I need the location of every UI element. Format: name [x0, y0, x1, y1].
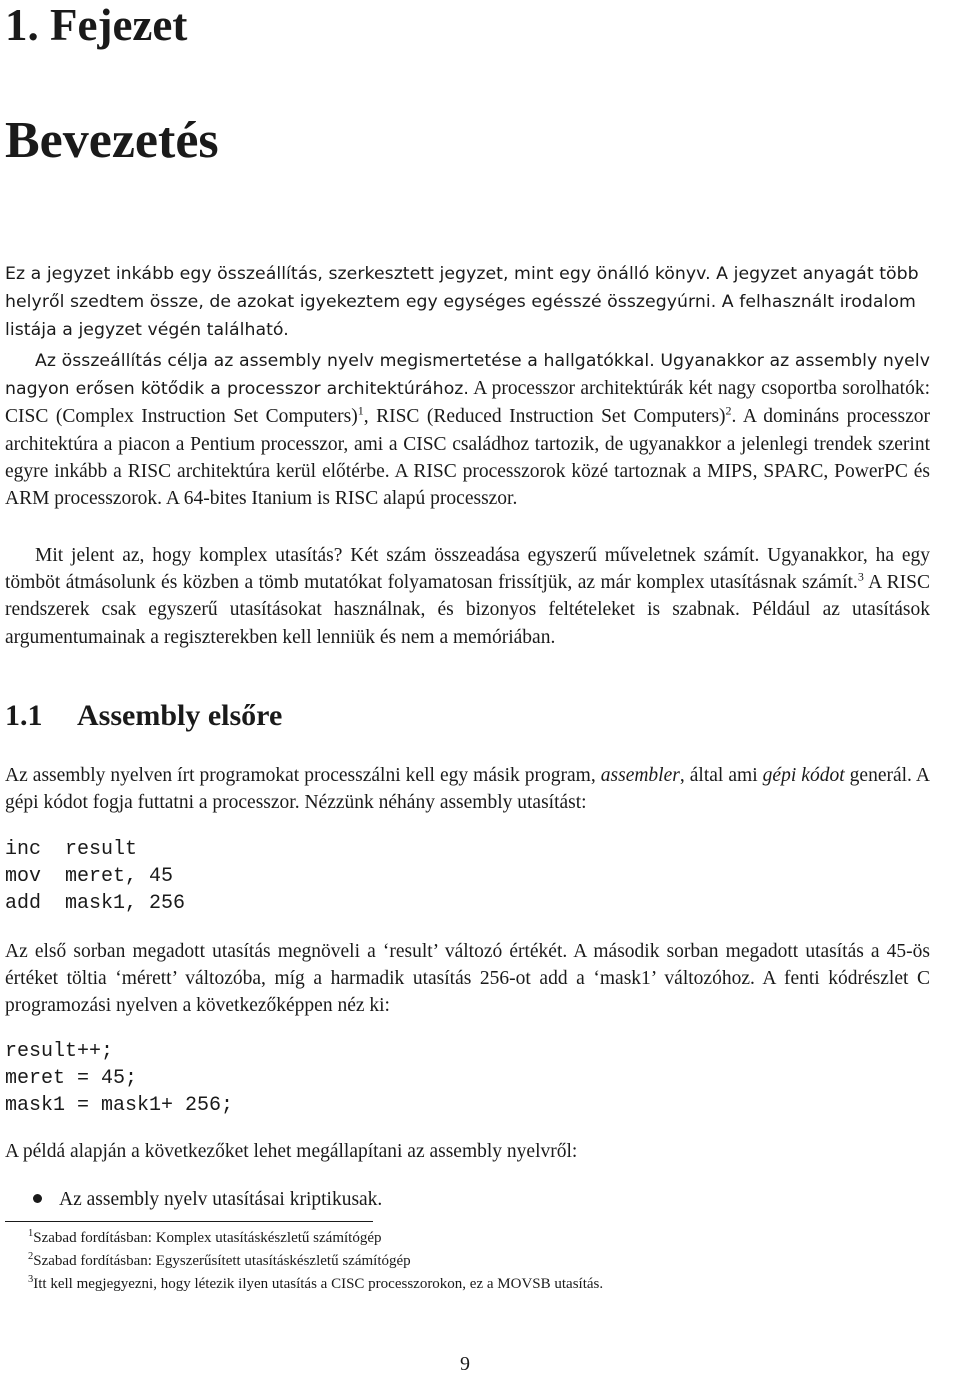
intro-paragraph-2-text-b: , RISC (Reduced Instruction Set Computers) — [363, 406, 726, 428]
section-paragraph-1 — [5, 762, 930, 816]
footnote-ref-2: 2 — [725, 403, 732, 418]
code-line: inc result — [5, 838, 138, 861]
c-code-block — [5, 1038, 233, 1120]
section-heading — [5, 697, 282, 735]
footnote-divider — [5, 1221, 373, 1222]
intro-paragraph-1-text: Ez a jegyzet inkább egy összeállítás, szerkesztett jegyzet, mint egy önálló könyv. A jegyzet anyagát több helyről szedtem össze, de azokat igyekeztem egy egységes egésszé összegyúrni. A felhasznált irodalom listája a jegyzet végén található. — [5, 264, 919, 341]
section-paragraph-2 — [5, 938, 930, 1020]
code-line: result++; — [5, 1040, 114, 1063]
section-paragraph-1-text-a: Az assembly nyelven írt programokat processzálni kell egy másik program, — [5, 765, 601, 786]
machine-code-term: gépi kódot — [762, 765, 845, 786]
section-title: Assembly elsőre — [77, 699, 283, 732]
section-paragraph-1-text-c: generál. A gépi kódot fogja futtatni a processzor. Nézzünk néhány assembly utasítást: — [5, 765, 930, 814]
intro-paragraph-2 — [5, 347, 930, 512]
code-line: mask1 = mask1+ 256; — [5, 1094, 234, 1118]
assembly-code-block — [5, 836, 185, 918]
section-paragraph-3-text: A példá alapján a következőket lehet megállapítani az assembly nyelvről: — [5, 1141, 578, 1162]
intro-paragraph-2-text-a: A processzor architektúrák két nagy csoportba sorolhatók: CISC (Complex Instruction Set Computers) — [5, 378, 931, 428]
footnote-text: Szabad fordításban: Egyszerűsített utasításkészletű számítógép — [33, 1253, 411, 1269]
section-paragraph-1-text-b: , által ami — [679, 765, 763, 786]
bullet-item-text: Az assembly nyelv utasításai kriptikusak. — [59, 1189, 383, 1210]
footnote-text: Itt kell megjegyezni, hogy létezik ilyen utasítás a CISC processzorokon, ez a MOVSB utasítás. — [33, 1276, 604, 1292]
code-line: add mask1, 256 — [5, 892, 186, 916]
intro-paragraph-1 — [5, 260, 930, 345]
footnote-text: Szabad fordításban: Komplex utasításkészletű számítógép — [33, 1230, 382, 1246]
code-line: mov meret, 45 — [5, 865, 174, 889]
footnote-ref-3: 3 — [857, 569, 864, 584]
section-number: 1.1 — [5, 699, 43, 732]
intro-paragraph-2-sans-text: Az összeállítás célja az assembly nyelv megismertetése a hallgatókkal. Ugyanakkor az assembly nyelv nagyon erősen kötődik a processzor architektúrához. — [5, 351, 930, 400]
footnote-1 — [28, 1228, 382, 1248]
assembler-term: assembler — [600, 765, 680, 786]
chapter-label: 1. Fejezet — [5, 0, 188, 50]
chapter-title: Bevezetés — [5, 112, 219, 169]
footnote-ref-1: 1 — [357, 403, 364, 418]
bullet-icon — [33, 1194, 42, 1203]
intro-paragraph-3-text-b: A RISC rendszerek csak egyszerű utasításokat használnak, és bizonyos feltételeket is szabnak. Például az utasítások argumentumainak a regiszterekben kell lenniük és nem a memóriában. — [5, 572, 930, 648]
footnote-mark: 1 — [28, 1228, 34, 1239]
code-line: meret = 45; — [5, 1067, 138, 1091]
bullet-item — [5, 1186, 382, 1213]
section-paragraph-2-text: Az első sorban megadott utasítás megnöveli a ‘result’ változó értékét. A második sorban megadott utasítás a 45-ös értéket töltia ‘mérett’ változóba, míg a harmadik utasítás 256-ot add a ‘mask1’ változóhoz. A fenti kódrészlet C programozási nyelven a következőképpen néz ki: — [5, 941, 930, 1017]
intro-paragraph-2-text-c: . A domináns processzor architektúra a piacon a Pentium processzor, ami a CISC családhoz tartozik, de ugyanakkor a jelenlegi trendek szerint egyre inkább a RISC architektúra kerül előtérbe. A RISC processzorok közé tartoznak a MIPS, SPARC, PowerPC és ARM processzorok. A 64-bites Itanium is RISC alapú processzor. — [5, 406, 930, 510]
footnote-mark: 3 — [28, 1274, 34, 1285]
footnote-mark: 2 — [28, 1251, 34, 1262]
footnote-2 — [28, 1251, 411, 1271]
intro-paragraph-3-text-a: Mit jelent az, hogy komplex utasítás? Két szám összeadása egyszerű műveletnek számít. Ugyanakkor, ha egy tömböt átmásolunk és közben a tömb mutatókat folyamatosan frissítjük, az már komplex utasításnak számít. — [5, 545, 930, 594]
footnote-3 — [28, 1274, 603, 1294]
section-paragraph-3 — [5, 1138, 930, 1165]
page-number: 9 — [460, 1353, 470, 1375]
intro-paragraph-3 — [5, 542, 930, 651]
